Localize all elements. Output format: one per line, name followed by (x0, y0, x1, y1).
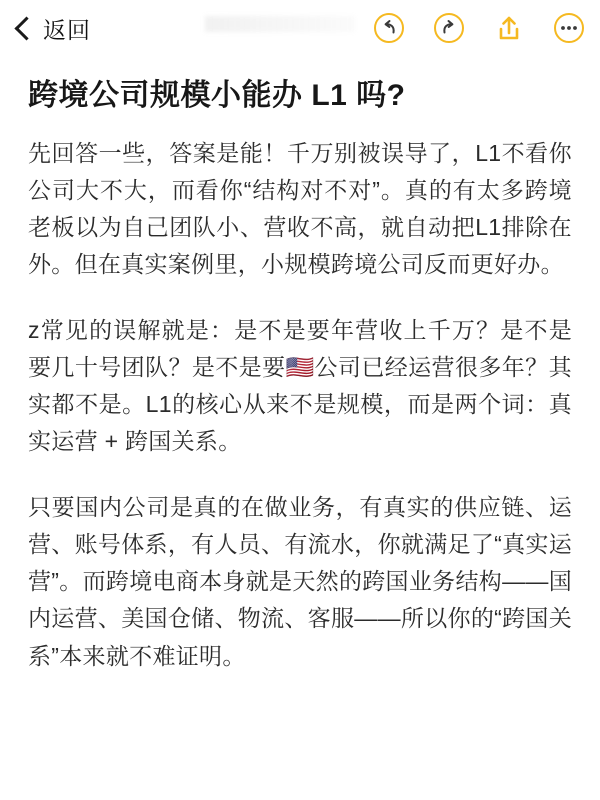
article-paragraph: 先回答一些，答案是能！千万别被误导了，L1不看你公司大不大，而看你“结构对不对”。真的有太多跨境老板以为自己团队小、营收不高，就自动把L1排除在外。但在真实案例里，小规模跨境公司反而更好办。 (28, 139, 572, 278)
more-options-icon[interactable] (552, 11, 586, 45)
back-button[interactable] (18, 12, 91, 45)
article-paragraph: 只要国内公司是真的在做业务，有真实的供应链、运营、账号体系，有人员、有流水，你就满足了“真实运营”。而跨境电商本身就是天然的跨国业务结构——国内运营、美国仓储、物流、客服——所以你的“跨国关系”本来就不难证明。 (28, 493, 572, 669)
topbar-actions (372, 0, 586, 56)
watermark-smudge (205, 16, 355, 32)
article-paragraph: z常见的误解就是：是不是要年营收上千万？是不是要几十号团队？是不是要🇺🇸公司已经运营很多年？其实都不是。L1的核心从来不是规模，而是两个词：真实运营 + 跨国关系。 (28, 316, 572, 455)
back-chevron-icon (14, 16, 38, 40)
redo-icon[interactable] (432, 11, 466, 45)
share-icon[interactable] (492, 11, 526, 45)
page-title: 跨境公司规模小能办 L1 吗? (28, 79, 406, 112)
undo-icon[interactable] (372, 11, 406, 45)
article-content (0, 56, 600, 675)
back-button-label: 返回 (43, 16, 91, 43)
top-navigation-bar (0, 0, 600, 56)
